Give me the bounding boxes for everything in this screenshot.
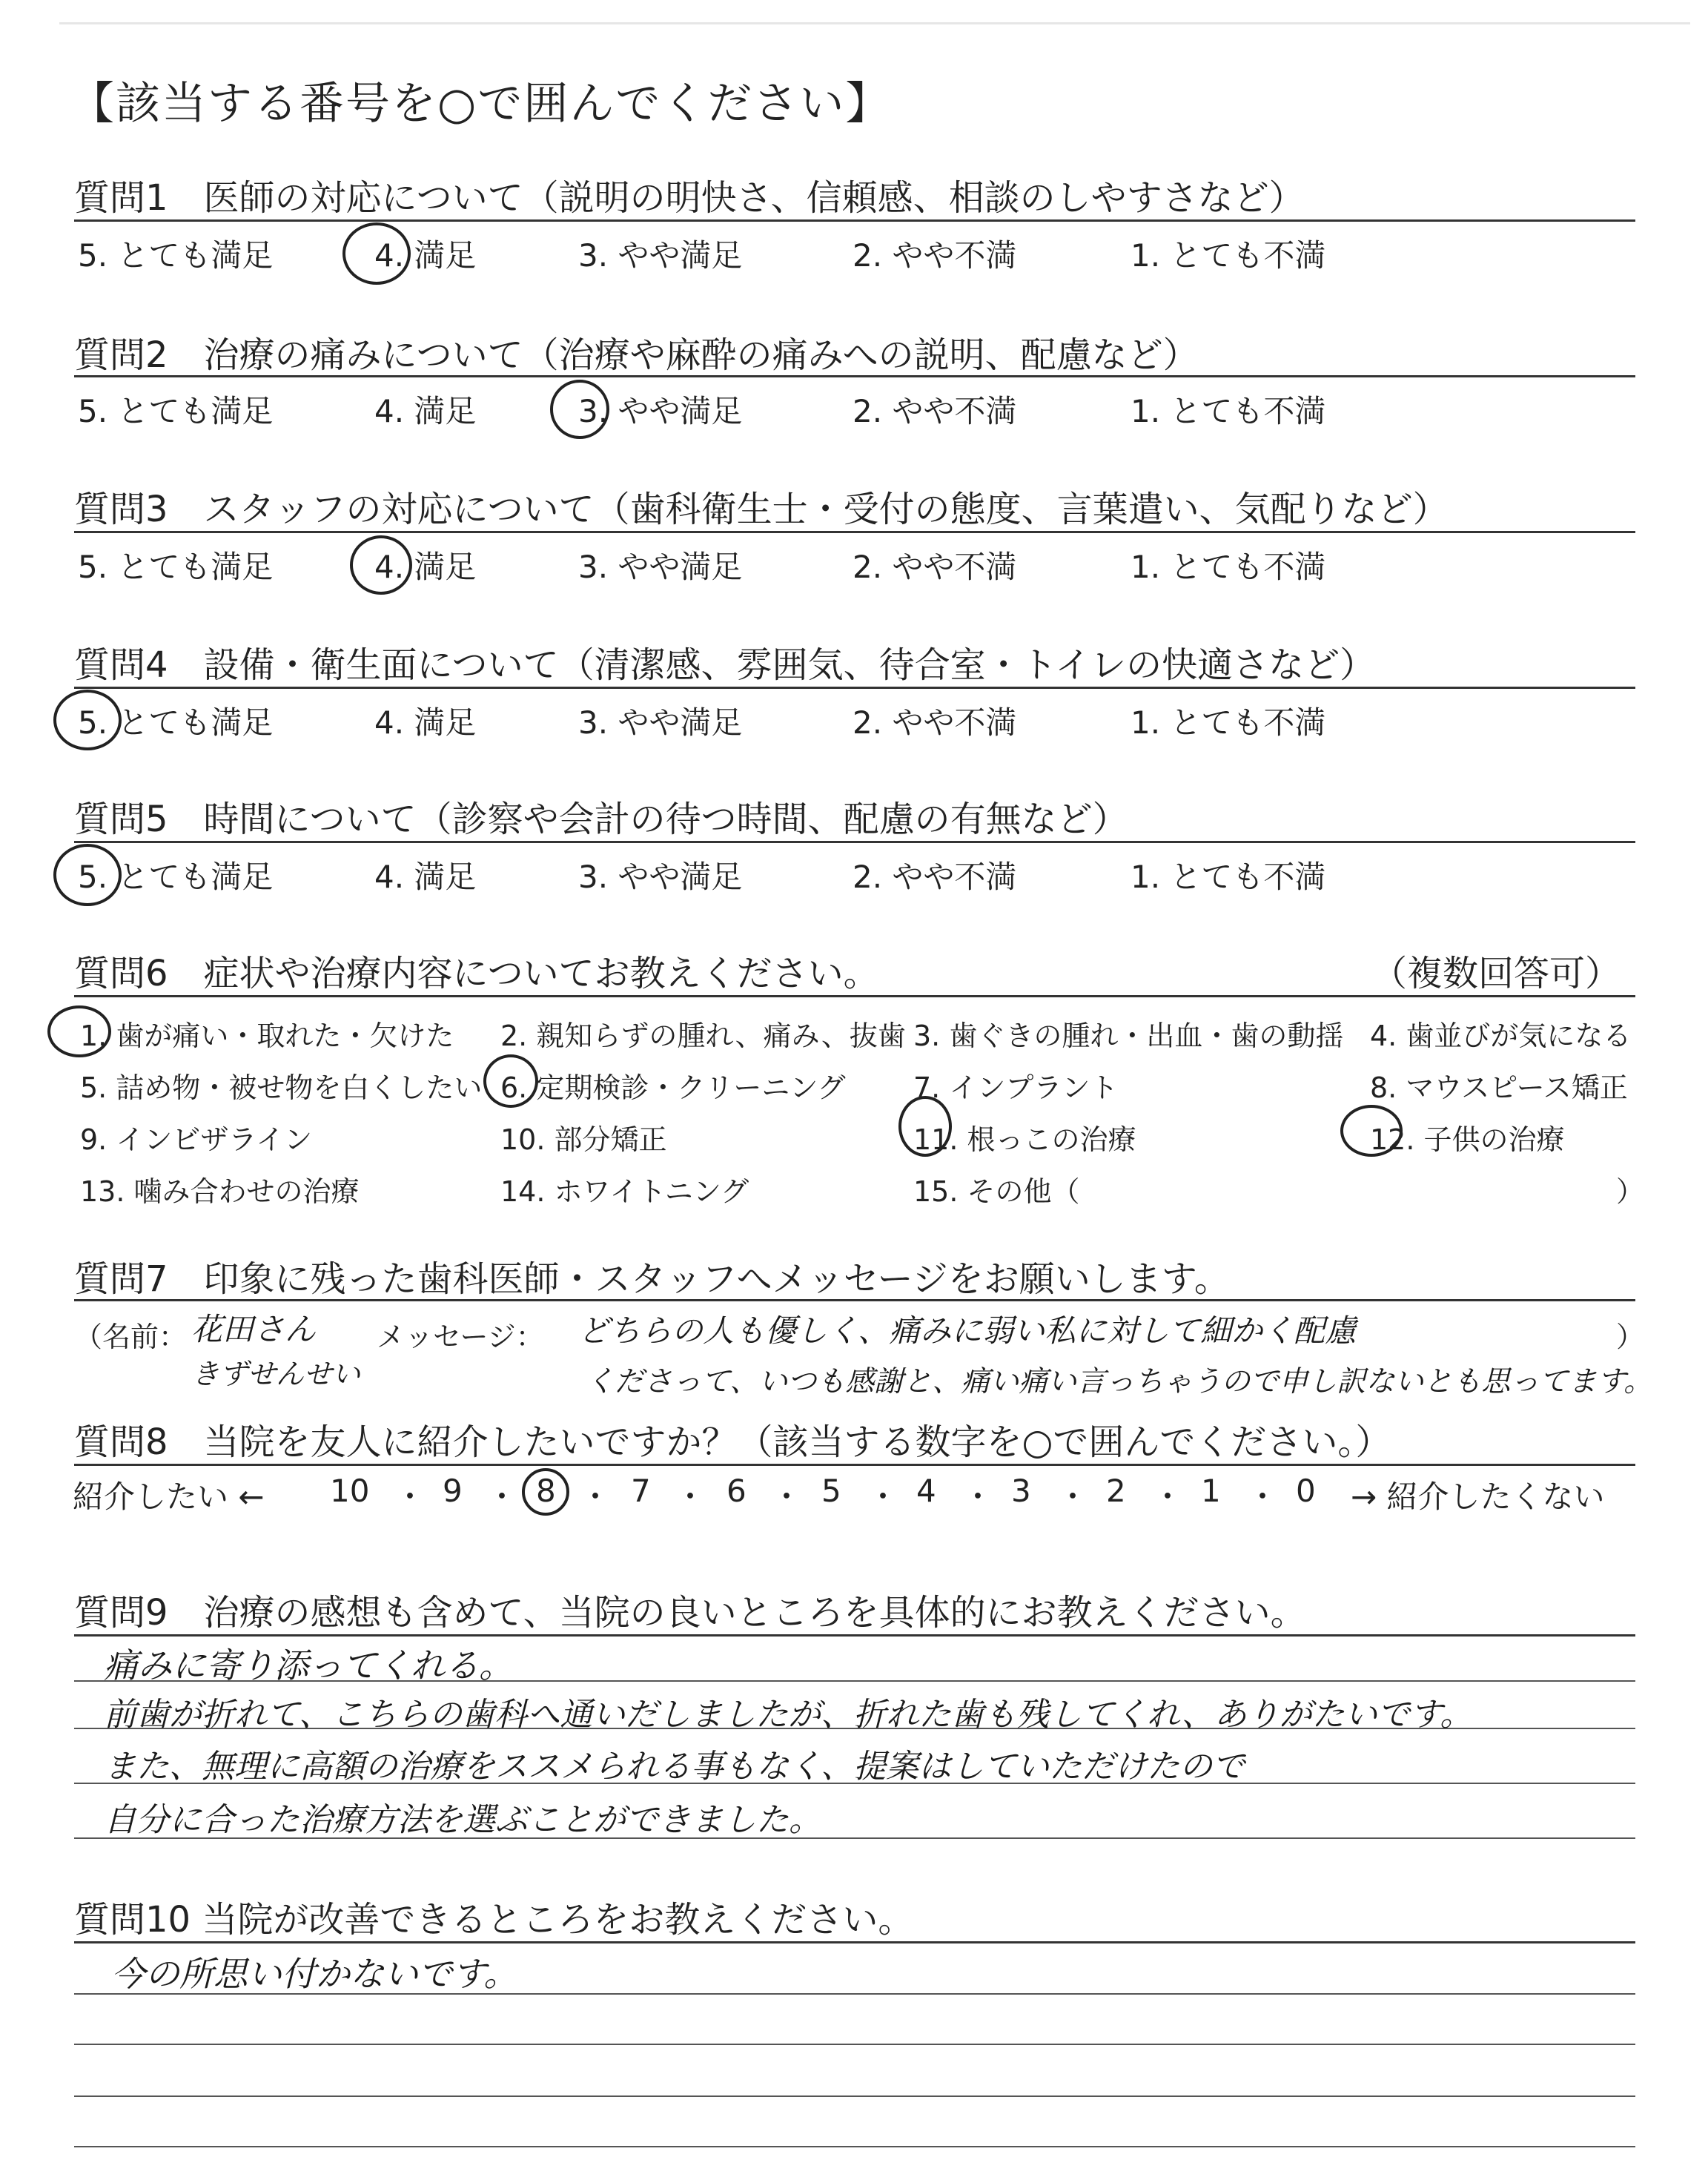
q6-option-7[interactable]: 7. インプラント bbox=[913, 1071, 1119, 1104]
q8-answer-circle bbox=[522, 1468, 569, 1516]
q6-option-12[interactable]: 12. 子供の治療 bbox=[1370, 1123, 1565, 1156]
q8-left-label: 紹介したい ← bbox=[73, 1479, 265, 1515]
q5-option-1[interactable]: 1. とても不満 bbox=[1131, 859, 1326, 895]
q1-option-4[interactable]: 4. 満足 bbox=[374, 237, 477, 274]
q10-title: 質問10 当院が改善できるところをお教えください。 bbox=[74, 1899, 914, 1941]
q4-option-3[interactable]: 3. やや満足 bbox=[578, 704, 743, 741]
q8-scale-2[interactable]: 2 bbox=[1106, 1473, 1126, 1509]
q5-title: 質問5 時間について（診察や会計の待つ時間、配慮の有無など） bbox=[74, 799, 1128, 840]
q8-scale-9[interactable]: 9 bbox=[443, 1473, 463, 1509]
q4-option-4[interactable]: 4. 満足 bbox=[374, 704, 477, 741]
q8-dot: ・ bbox=[486, 1479, 518, 1515]
q4-title: 質問4 設備・衛生面について（清潔感、雰囲気、待合室・トイレの快適さなど） bbox=[74, 644, 1376, 686]
q3-option-1[interactable]: 1. とても不満 bbox=[1131, 549, 1326, 585]
q9-title: 質問9 治療の感想も含めて、当院の良いところを具体的にお教えください。 bbox=[74, 1592, 1306, 1634]
q9-answer-line-4: 自分に合った治療方法を選ぶことができました。 bbox=[104, 1801, 821, 1839]
q8-dot: ・ bbox=[675, 1479, 706, 1515]
q2-option-3[interactable]: 3. やや満足 bbox=[578, 393, 743, 429]
q2-title: 質問2 治療の痛みについて（治療や麻酔の痛みへの説明、配慮など） bbox=[74, 334, 1199, 376]
q9-answer-line-1: 痛みに寄り添ってくれる。 bbox=[104, 1645, 513, 1685]
q7-message-line-2: くださって、いつも感謝と、痛い痛い言っちゃうので申し訳ないとも思ってます。 bbox=[586, 1365, 1653, 1398]
q7-close-paren: ） bbox=[1616, 1321, 1645, 1353]
q1-option-2[interactable]: 2. やや不満 bbox=[853, 237, 1017, 274]
q8-dot: ・ bbox=[867, 1479, 899, 1515]
q8-title: 質問8 当院を友人に紹介したいですか？（該当する数字を○で囲んでください。） bbox=[74, 1421, 1391, 1463]
q7-message-line-1: どちらの人も優しく、痛みに弱い私に対して細かく配慮 bbox=[578, 1312, 1357, 1349]
q3-option-3[interactable]: 3. やや満足 bbox=[578, 549, 743, 585]
q8-dot: ・ bbox=[1152, 1479, 1184, 1515]
q6-option-9[interactable]: 9. インビザライン bbox=[80, 1123, 313, 1156]
q6-option-4[interactable]: 4. 歯並びが気になる bbox=[1370, 1020, 1632, 1052]
q6-option-13[interactable]: 13. 噛み合わせの治療 bbox=[80, 1175, 360, 1208]
q4-option-1[interactable]: 1. とても不満 bbox=[1131, 704, 1326, 741]
q3-title: 質問3 スタッフの対応について（歯科衛生士・受付の態度、言葉遣い、気配りなど） bbox=[74, 489, 1449, 530]
q8-dot: ・ bbox=[580, 1479, 612, 1515]
q9-answer-line-3: また、無理に高額の治療をススメられる事もなく、提案はしていただけたので bbox=[104, 1748, 1245, 1786]
q2-option-4[interactable]: 4. 満足 bbox=[374, 393, 477, 429]
q2-option-2[interactable]: 2. やや不満 bbox=[853, 393, 1017, 429]
q8-dot: ・ bbox=[1247, 1479, 1279, 1515]
q3-option-4[interactable]: 4. 満足 bbox=[374, 549, 477, 585]
q6-answer-circle-1 bbox=[47, 1005, 111, 1057]
q7-name-line-1: 花田さん bbox=[191, 1311, 317, 1347]
q5-option-2[interactable]: 2. やや不満 bbox=[853, 859, 1017, 895]
q5-option-3[interactable]: 3. やや満足 bbox=[578, 859, 743, 895]
q6-option-10[interactable]: 10. 部分矯正 bbox=[500, 1123, 667, 1156]
q8-scale-0[interactable]: 0 bbox=[1296, 1473, 1316, 1509]
q6-option-8[interactable]: 8. マウスピース矯正 bbox=[1370, 1071, 1628, 1104]
q8-scale-6[interactable]: 6 bbox=[726, 1473, 747, 1509]
q6-answer-circle-11 bbox=[898, 1096, 952, 1157]
q8-scale-4[interactable]: 4 bbox=[916, 1473, 936, 1509]
q8-scale-3[interactable]: 3 bbox=[1011, 1473, 1031, 1509]
q6-option-6[interactable]: 6. 定期検診・クリーニング bbox=[500, 1071, 846, 1104]
q6-option-14[interactable]: 14. ホワイトニング bbox=[500, 1175, 749, 1208]
q3-option-5[interactable]: 5. とても満足 bbox=[78, 549, 274, 585]
q6-answer-circle-6 bbox=[483, 1054, 538, 1108]
q9-answer-line-2: 前歯が折れて、こちらの歯科へ通いだしましたが、折れた歯も残してくれ、ありがたいです。 bbox=[104, 1696, 1473, 1734]
q8-dot: ・ bbox=[771, 1479, 803, 1515]
q8-dot: ・ bbox=[962, 1479, 994, 1515]
q8-right-label: → 紹介したくない bbox=[1351, 1479, 1605, 1515]
q6-option-11[interactable]: 11. 根っこの治療 bbox=[913, 1123, 1136, 1156]
q1-option-3[interactable]: 3. やや満足 bbox=[578, 237, 743, 274]
q7-name-label: （名前： bbox=[74, 1321, 188, 1353]
q2-answer-circle bbox=[550, 380, 609, 439]
q6-answer-circle-12 bbox=[1340, 1105, 1403, 1157]
q4-option-2[interactable]: 2. やや不満 bbox=[853, 704, 1017, 741]
q7-name-line-2: きずせんせい bbox=[191, 1358, 361, 1390]
q3-option-2[interactable]: 2. やや不満 bbox=[853, 549, 1017, 585]
q6-multiple-note: （複数回答可） bbox=[1371, 953, 1621, 994]
q8-scale-8[interactable]: 8 bbox=[536, 1473, 556, 1509]
q4-option-5[interactable]: 5. とても満足 bbox=[78, 704, 274, 741]
form-heading: 【該当する番号を○で囲んでください】 bbox=[70, 78, 892, 130]
q4-answer-circle bbox=[53, 690, 122, 750]
q8-scale-7[interactable]: 7 bbox=[631, 1473, 651, 1509]
q5-option-5[interactable]: 5. とても満足 bbox=[78, 859, 274, 895]
q8-scale-10[interactable]: 10 bbox=[330, 1473, 370, 1509]
q5-answer-circle bbox=[53, 844, 122, 906]
q6-option-3[interactable]: 3. 歯ぐきの腫れ・出血・歯の動揺 bbox=[913, 1020, 1344, 1052]
q8-scale-5[interactable]: 5 bbox=[821, 1473, 841, 1509]
q8-dot: ・ bbox=[1057, 1479, 1089, 1515]
q1-title: 質問1 医師の対応について（説明の明快さ、信頼感、相談のしやすさなど） bbox=[74, 177, 1305, 219]
q7-message-label: メッセージ： bbox=[377, 1321, 544, 1353]
q5-option-4[interactable]: 4. 満足 bbox=[374, 859, 477, 895]
q6-option-15[interactable]: 15. その他（ bbox=[913, 1175, 1080, 1208]
q8-scale-1[interactable]: 1 bbox=[1201, 1473, 1221, 1509]
q3-answer-circle bbox=[350, 535, 412, 595]
q1-answer-circle bbox=[342, 222, 411, 285]
q6-option-5[interactable]: 5. 詰め物・被せ物を白くしたい bbox=[80, 1071, 483, 1104]
q10-answer-line-1: 今の所思い付かないです。 bbox=[111, 1954, 518, 1994]
q6-option-1[interactable]: 1. 歯が痛い・取れた・欠けた bbox=[80, 1020, 454, 1052]
q6-title: 質問6 症状や治療内容についてお教えください。 bbox=[74, 953, 879, 994]
q2-option-1[interactable]: 1. とても不満 bbox=[1131, 393, 1326, 429]
q8-dot: ・ bbox=[394, 1479, 426, 1515]
q6-other-close-paren: ） bbox=[1616, 1175, 1645, 1208]
q2-option-5[interactable]: 5. とても満足 bbox=[78, 393, 274, 429]
q7-title: 質問7 印象に残った歯科医師・スタッフへメッセージをお願いします。 bbox=[74, 1258, 1230, 1300]
q1-option-1[interactable]: 1. とても不満 bbox=[1131, 237, 1326, 274]
q1-option-5[interactable]: 5. とても満足 bbox=[78, 237, 274, 274]
q6-option-2[interactable]: 2. 親知らずの腫れ、痛み、抜歯 bbox=[500, 1020, 906, 1052]
